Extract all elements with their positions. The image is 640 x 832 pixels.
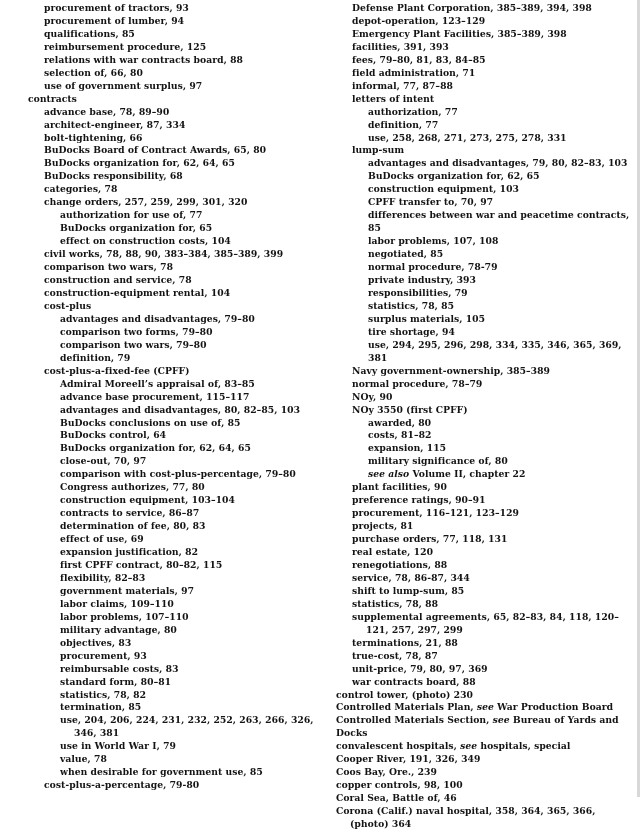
index-entry: procurement, 116–121, 123–129 xyxy=(352,508,519,520)
index-entry: construction equipment, 103 xyxy=(368,184,519,196)
index-entry: military significance of, 80 xyxy=(368,456,508,468)
entry-text: convalescent hospitals, xyxy=(336,741,461,753)
index-entry: labor problems, 107–110 xyxy=(60,611,189,623)
index-entry: cost-plus xyxy=(44,300,92,312)
index-column-left xyxy=(28,3,324,793)
index-entry: use, 204, 206, 224, 231, 232, 252, 263, 266, 326, 346, 381 xyxy=(60,715,314,740)
index-entry: terminations, 21, 88 xyxy=(352,637,458,649)
index-entry: advance base, 78, 89–90 xyxy=(44,106,170,118)
index-entry: definition, 77 xyxy=(368,119,439,131)
index-entry: contracts xyxy=(28,93,77,105)
index-entry: expansion, 115 xyxy=(368,443,447,455)
index-entry: objectives, 83 xyxy=(60,637,132,649)
index-entry: awarded, 80 xyxy=(368,417,432,429)
index-entry: use, 294, 295, 296, 298, 334, 335, 346, 365, 369, 381 xyxy=(368,339,622,364)
index-entry: advantages and disadvantages, 80, 82–85, 103 xyxy=(60,404,301,416)
index-entry: effect on construction costs, 104 xyxy=(60,236,231,248)
index-entry: private industry, 393 xyxy=(368,275,476,287)
index-entry: supplemental agreements, 65, 82–83, 84, 118, 120–121, 257, 297, 299 xyxy=(352,611,619,636)
see-label: see xyxy=(492,715,510,727)
index-entry: BuDocks conclusions on use of, 85 xyxy=(60,417,241,429)
index-entry: Admiral Moreell’s appraisal of, 83–85 xyxy=(60,378,255,390)
index-entry: lump-sum xyxy=(352,145,405,157)
index-entry: advance base procurement, 115–117 xyxy=(60,391,250,403)
entry-text: hospitals, special xyxy=(477,741,571,753)
index-entry: advantages and disadvantages, 79, 80, 82–83, 103 xyxy=(368,158,628,170)
index-entry: war contracts board, 88 xyxy=(352,676,476,688)
index-entry: labor problems, 107, 108 xyxy=(368,236,499,248)
index-entry: authorization for use of, 77 xyxy=(60,210,203,222)
index-entry: construction-equipment rental, 104 xyxy=(44,287,231,299)
index-entry: BuDocks organization for, 62, 65 xyxy=(368,171,540,183)
index-entry: differences between war and peacetime contracts, 85 xyxy=(368,210,630,235)
index-entry: procurement of lumber, 94 xyxy=(44,15,185,27)
index-entry: surplus materials, 105 xyxy=(368,313,486,325)
index-entry: control tower, (photo) 230 xyxy=(336,689,473,701)
index-entry: close-out, 70, 97 xyxy=(60,456,147,468)
index-entry: use of government surplus, 97 xyxy=(44,80,203,92)
index-entry: bolt-tightening, 66 xyxy=(44,132,143,144)
index-entry: procurement, 93 xyxy=(60,650,147,662)
index-entry: comparison with cost-plus-percentage, 79–80 xyxy=(60,469,296,481)
index-entry: letters of intent xyxy=(352,93,435,105)
index-entry: renegotiations, 88 xyxy=(352,559,448,571)
index-entry: definition, 79 xyxy=(60,352,131,364)
index-entry: facilities, 391, 393 xyxy=(352,41,449,53)
index-entry: field administration, 71 xyxy=(352,67,476,79)
index-entry: shift to lump-sum, 85 xyxy=(352,585,465,597)
index-entry: Emergency Plant Facilities, 385–389, 398 xyxy=(352,28,567,40)
entry-text: Controlled Materials Section, xyxy=(336,715,493,727)
index-entry: NOy, 90 xyxy=(352,391,393,403)
index-entry: depot-operation, 123–129 xyxy=(352,15,486,27)
index-entry: government materials, 97 xyxy=(60,585,195,597)
see-label: see xyxy=(460,741,478,753)
index-entry: Corona (Calif.) naval hospital, 358, 364, 365, 366, (photo) 364 xyxy=(336,806,596,831)
index-entry xyxy=(336,702,636,715)
index-entry: labor claims, 109–110 xyxy=(60,598,174,610)
index-entry: comparison two wars, 79–80 xyxy=(60,339,207,351)
index-entry: CPFF transfer to, 70, 97 xyxy=(368,197,494,209)
index-entry: copper controls, 98, 100 xyxy=(336,780,463,792)
index-entry: Cooper River, 191, 326, 349 xyxy=(336,754,481,766)
index-entry: Defense Plant Corporation, 385–389, 394, 398 xyxy=(352,3,592,14)
index-entry: effect of use, 69 xyxy=(60,534,144,546)
entry-text: War Production Board xyxy=(493,702,614,714)
index-entry: value, 78 xyxy=(60,754,107,766)
index-entry: categories, 78 xyxy=(44,184,118,196)
index-entry: determination of fee, 80, 83 xyxy=(60,521,206,533)
index-entry: plant facilities, 90 xyxy=(352,482,447,494)
index-entry: statistics, 78, 82 xyxy=(60,689,147,701)
index-entry xyxy=(336,741,636,754)
index-entry: costs, 81–82 xyxy=(368,430,432,442)
entry-text: Volume II, chapter 22 xyxy=(409,469,526,481)
index-entry: Navy government-ownership, 385–389 xyxy=(352,365,551,377)
index-entry: civil works, 78, 88, 90, 383–384, 385–389, 399 xyxy=(44,249,284,261)
index-entry: use in World War I, 79 xyxy=(60,741,177,753)
index-entry: comparison two wars, 78 xyxy=(44,262,174,274)
index-entry xyxy=(336,715,636,741)
index-entry: BuDocks organization for, 62, 64, 65 xyxy=(60,443,251,455)
index-entry: standard form, 80–81 xyxy=(60,676,172,688)
index-entry: service, 78, 86-87, 344 xyxy=(352,572,470,584)
index-entry: statistics, 78, 88 xyxy=(352,598,439,610)
index-entry: projects, 81 xyxy=(352,521,414,533)
index-entry: unit-price, 79, 80, 97, 369 xyxy=(352,663,488,675)
index-entry: purchase orders, 77, 118, 131 xyxy=(352,534,508,546)
index-entry: normal procedure, 78–79 xyxy=(352,378,483,390)
index-entry: first CPFF contract, 80–82, 115 xyxy=(60,559,223,571)
index-entry: advantages and disadvantages, 79–80 xyxy=(60,313,255,325)
index-entry: Congress authorizes, 77, 80 xyxy=(60,482,205,494)
index-entry: fees, 79–80, 81, 83, 84–85 xyxy=(352,54,486,66)
index-entry: BuDocks organization for, 65 xyxy=(60,223,213,235)
index-entry: BuDocks Board of Contract Awards, 65, 80 xyxy=(44,145,267,157)
index-entry xyxy=(368,469,636,482)
entry-text: Bureau of Yards and Docks xyxy=(336,715,619,740)
index-entry: cost-plus-a-fixed-fee (CPFF) xyxy=(44,365,190,377)
index-entry: responsibilities, 79 xyxy=(368,287,468,299)
index-entry: Coos Bay, Ore., 239 xyxy=(336,767,437,779)
index-column-right xyxy=(336,3,636,832)
index-entry: construction and service, 78 xyxy=(44,275,192,287)
index-entry: military advantage, 80 xyxy=(60,624,177,636)
index-entry: when desirable for government use, 85 xyxy=(60,767,263,779)
index-entry: comparison two forms, 79–80 xyxy=(60,326,213,338)
index-entry: BuDocks responsibility, 68 xyxy=(44,171,183,183)
index-entry: NOy 3550 (first CPFF) xyxy=(352,404,468,416)
index-entry: selection of, 66, 80 xyxy=(44,67,143,79)
index-entry: qualifications, 85 xyxy=(44,28,135,40)
see-also-label: see also xyxy=(368,469,410,481)
index-entry: cost-plus-a-percentage, 79-80 xyxy=(44,780,200,792)
index-entry: real estate, 120 xyxy=(352,547,434,559)
index-entry: flexibility, 82–83 xyxy=(60,572,146,584)
index-entry: reimbursable costs, 83 xyxy=(60,663,179,675)
index-entry: informal, 77, 87–88 xyxy=(352,80,453,92)
index-entry: termination, 85 xyxy=(60,702,142,714)
index-entry: architect-engineer, 87, 334 xyxy=(44,119,186,131)
index-entry: Coral Sea, Battle of, 46 xyxy=(336,793,457,805)
index-entry: normal procedure, 78-79 xyxy=(368,262,498,274)
index-entry: statistics, 78, 85 xyxy=(368,300,455,312)
index-entry: authorization, 77 xyxy=(368,106,458,118)
index-entry: change orders, 257, 259, 299, 301, 320 xyxy=(44,197,248,209)
index-entry: reimbursement procedure, 125 xyxy=(44,41,207,53)
index-entry: procurement of tractors, 93 xyxy=(44,3,189,14)
index-entry: preference ratings, 90–91 xyxy=(352,495,486,507)
entry-text: Controlled Materials Plan, xyxy=(336,702,477,714)
see-label: see xyxy=(476,702,494,714)
index-entry: construction equipment, 103–104 xyxy=(60,495,235,507)
index-entry: true-cost, 78, 87 xyxy=(352,650,438,662)
index-entry: contracts to service, 86–87 xyxy=(60,508,200,520)
index-entry: BuDocks control, 64 xyxy=(60,430,167,442)
index-entry: use, 258, 268, 271, 273, 275, 278, 331 xyxy=(368,132,567,144)
index-entry: BuDocks organization for, 62, 64, 65 xyxy=(44,158,235,170)
index-entry: tire shortage, 94 xyxy=(368,326,455,338)
index-entry: expansion justification, 82 xyxy=(60,547,199,559)
index-entry: relations with war contracts board, 88 xyxy=(44,54,243,66)
index-entry: negotiated, 85 xyxy=(368,249,444,261)
